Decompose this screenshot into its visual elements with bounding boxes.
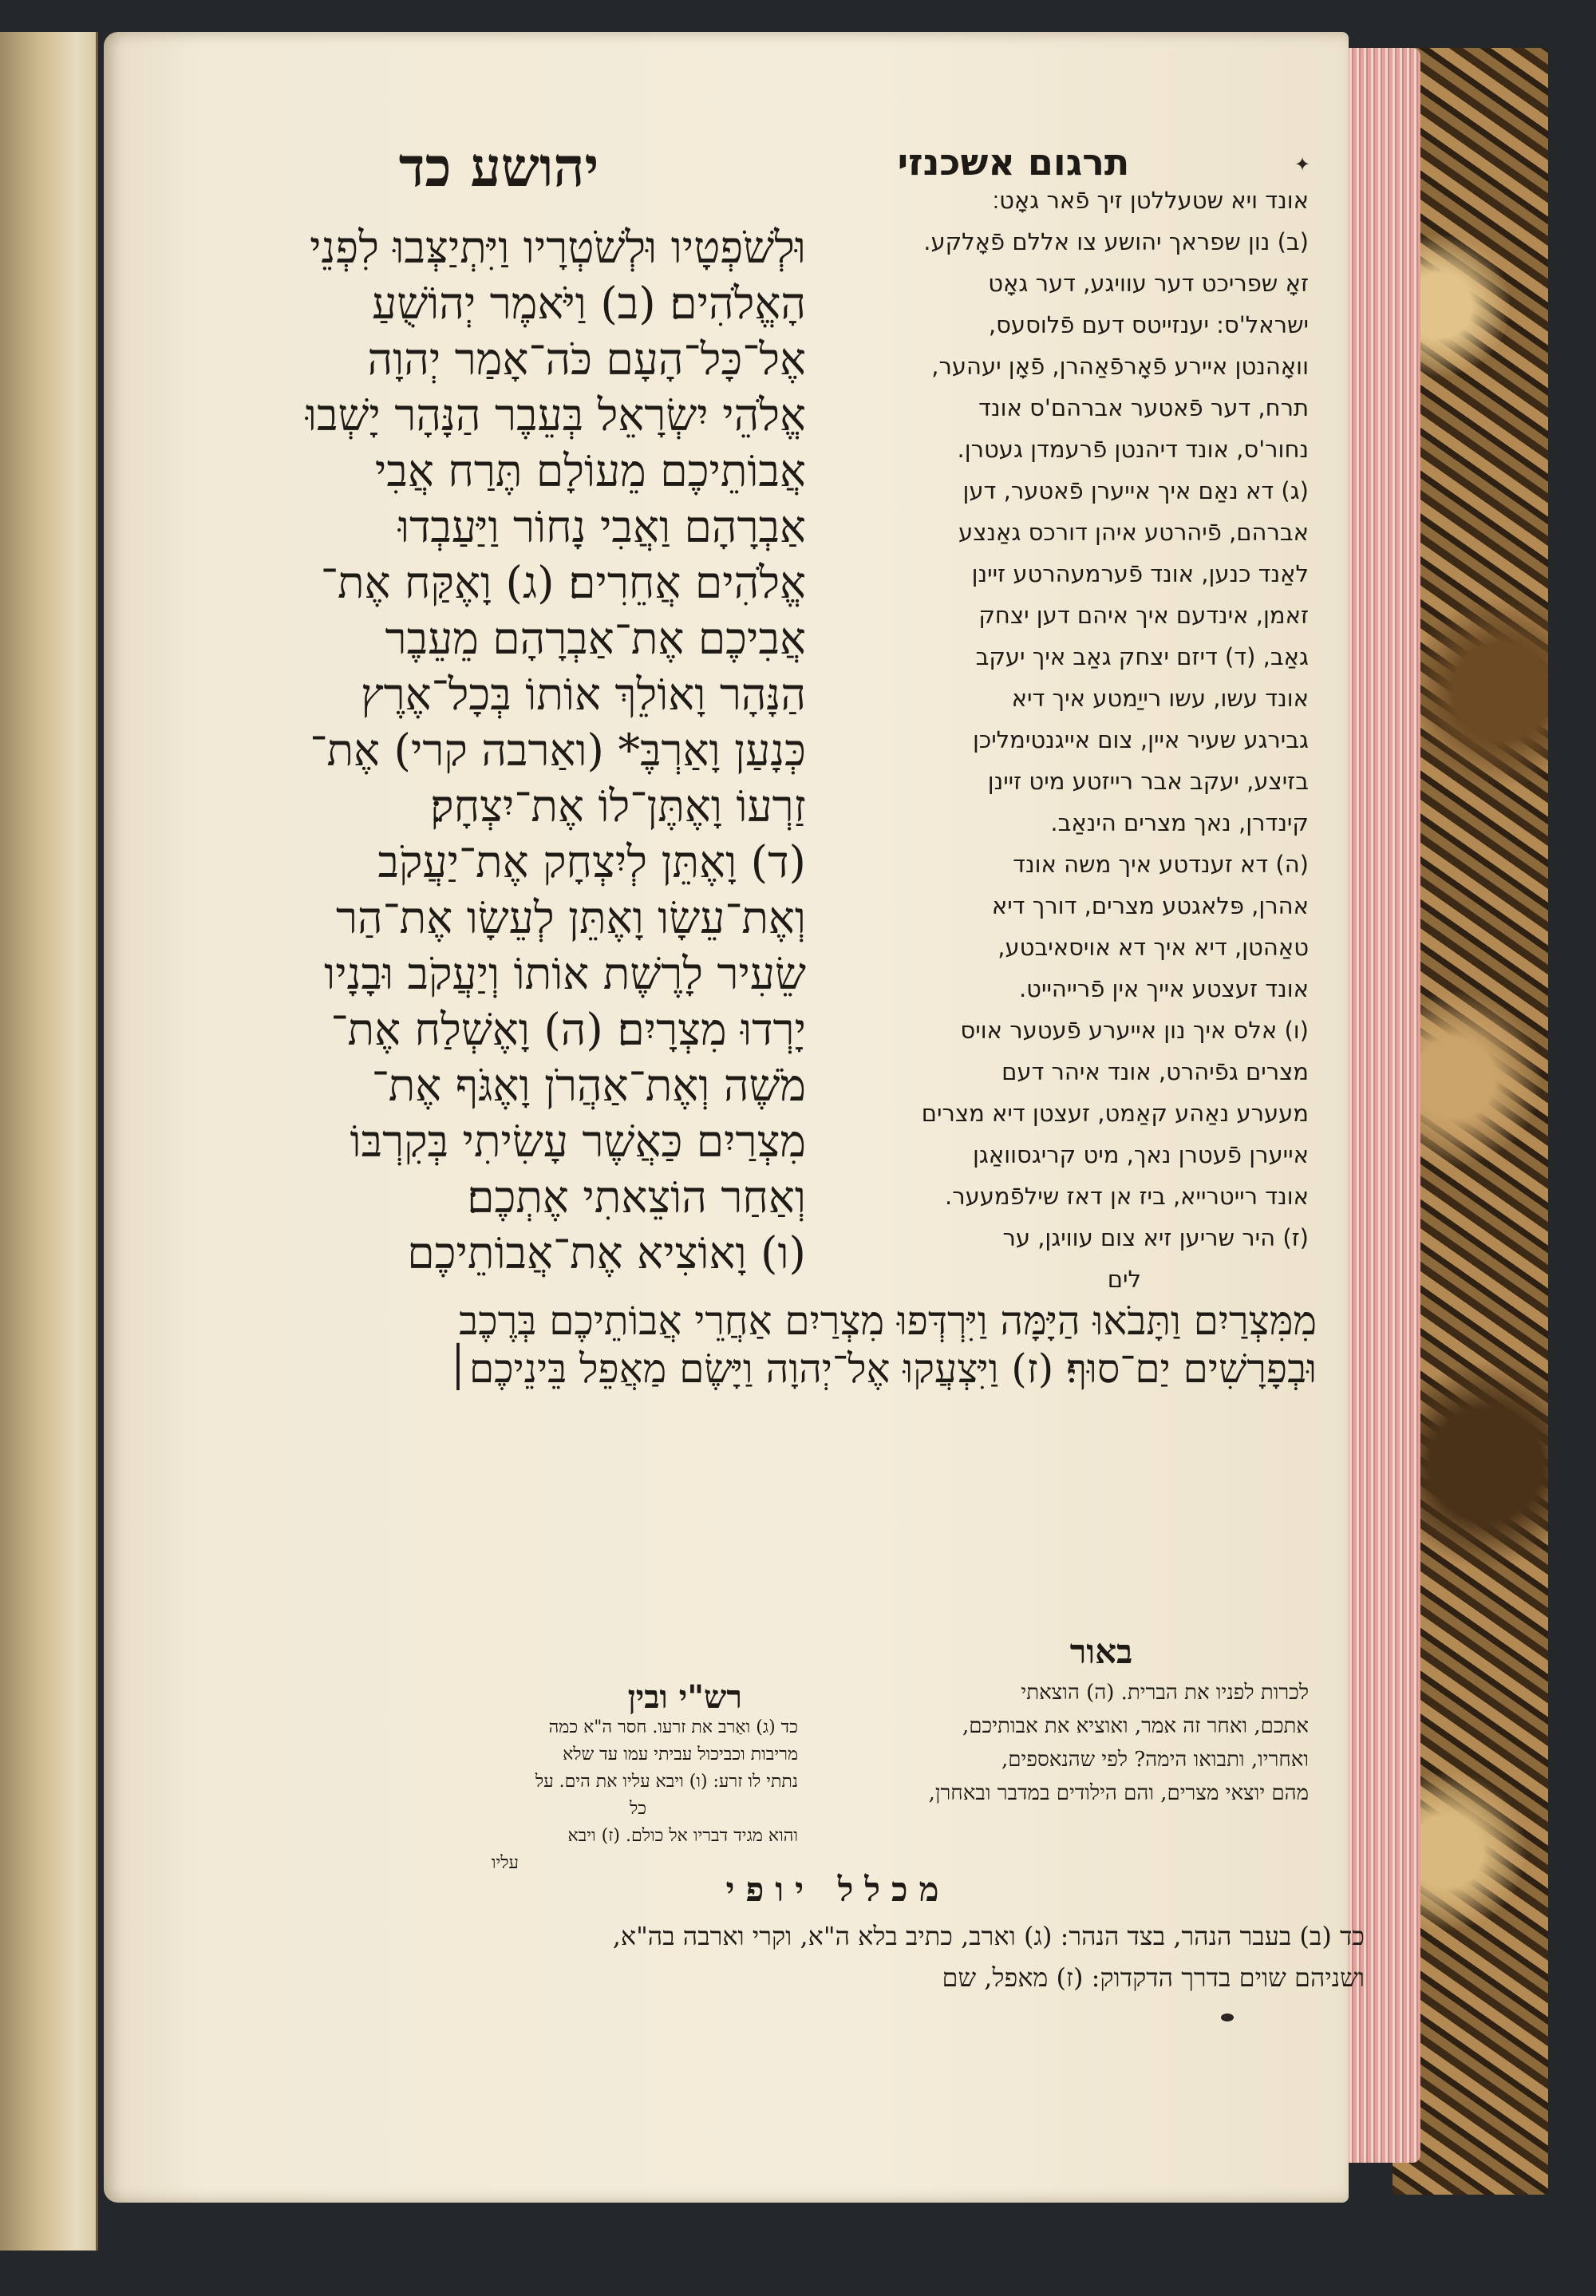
translation-line: בזיצע, יעקב אבר רייזטע מיט זיינן <box>987 768 1309 795</box>
translation-line: נחור'ס, אונד דיהנטן פֿרעמדן געטרן. <box>957 436 1309 463</box>
translation-line: (ב) נון שפראך יהושע צו אללם פֿאָלקע. <box>923 228 1309 255</box>
translation-line: אונד עשו, עשו רייַמטע איך דיא <box>1011 685 1309 712</box>
translation-line: תרח, דער פֿאטער אברהם'ס אונד <box>978 394 1309 421</box>
page-mark: ✦ <box>1294 153 1311 176</box>
biur-heading: באור <box>1069 1632 1133 1671</box>
bible-line: (ד) וָאֶתֵּן לְיִצְחָק אֶת־יַעֲקֹב <box>377 836 806 887</box>
bible-line: אֱלֹהִים אֲחֵרִים׃ (ג) וָאֶקַּח אֶת־ <box>320 557 806 608</box>
biur-line: ואחריו, ותבואו הימה? לפי שהנאספים, <box>1001 1748 1309 1772</box>
bible-line: מִצְרַיִם כַּאֲשֶׁר עָשִׂיתִי בְּקִרְבּוֹ <box>350 1116 806 1167</box>
bible-line: אֶל־כָּל־הָעָם כֹּה־אָמַר יְהוָה <box>367 334 806 385</box>
bible-line: אַבְרָהָם וַאֲבִי נָחוֹר וַיַּעַבְדוּ <box>397 501 806 552</box>
biur-line: לכרות לפניו את הברית. (ה) הוצאתי <box>1021 1681 1309 1705</box>
bible-line: זַרְעוֹ וָאֶתֶּן־לוֹ אֶת־יִצְחָק׃ <box>430 780 806 832</box>
translation-line: קינדרן, נאך מצרים הינאַב. <box>1050 809 1309 836</box>
translation-line: (ז) היר שריען זיא צום עוויגן, ער <box>1002 1224 1309 1251</box>
translation-line: (ג) דא נאַם איך אייערן פֿאטער, דען <box>962 477 1309 504</box>
rashi-aside-tail: עליו <box>491 1853 519 1873</box>
rashi-line: כל <box>629 1799 646 1819</box>
translation-line: גבירגע שעיר איין, צום אייגנטימליכן <box>972 726 1309 753</box>
translation-line: זאָ שפריכט דער עוויגע, דער גאָט <box>988 270 1309 297</box>
bible-line: כְּנָעַן וָאַרְבֶּ* (ואַרבה קרי) אֶת־ <box>310 725 806 776</box>
bible-line: מֹשֶׁה וְאֶת־אַהֲרֹן וָאֶגֹּף אֶת־ <box>371 1060 806 1111</box>
running-head-book: יהושע כד <box>398 136 599 200</box>
biur-line: מהם יוצאי מצרים, והם הילודים במדבר ובאחרן, <box>928 1781 1309 1805</box>
translation-line: (ה) דא זענדטע איך משה אונד <box>1013 851 1309 878</box>
translation-line: אברהם, פֿיהרטע איהן דורכס גאַנצע <box>958 519 1309 546</box>
translation-line: אונד ויא שטעללטן זיך פֿאר גאָט׃ <box>992 187 1309 214</box>
bible-line: (ו) וָאוֹצִיא אֶת־אֲבוֹתֵיכֶם <box>407 1227 806 1278</box>
biur-line: אתכם, ואחר זה אמר, ואוציא את אבותיכם, <box>962 1714 1309 1738</box>
translation-line: (ו) אלס איך נון אייערע פֿעטער אויס <box>960 1017 1309 1044</box>
translation-line: אונד זעצטע אייך אין פֿרייהייט. <box>1018 975 1309 1002</box>
translation-line: אהרן, פּלאגטע מצרים, דורך דיא <box>991 892 1309 919</box>
book-page <box>104 32 1365 2203</box>
bible-line: אֱלֹהֵי יִשְׂרָאֵל בְּעֵבֶר הַנָּהָר יָשְׁבוּ <box>305 389 806 441</box>
translation-line-tail: לים <box>1107 1266 1141 1293</box>
running-head-translation: תרגום אשכנזי <box>897 140 1130 184</box>
rashi-line: נתתי לו זרע: (ו) ויבא עליו את הים. על <box>535 1772 798 1792</box>
bible-line: וְאֶת־עֵשָׂו וָאֶתֵּן לְעֵשָׂו אֶת־הַר <box>335 892 806 943</box>
bible-wide-line: מִמִּצְרַיִם וַתָּבֹאוּ הַיָּמָּה וַיִּרְדְּפוּ מִצְרַיִם אַחֲרֵי אֲבוֹתֵיכֶם בְּרֶכֶב <box>459 1298 1317 1344</box>
bible-wide-line: וּבְפָרָשִׁים יַם־סוּף׃ (ז) וַיִּצְעֲקוּ אֶל־יְהוָה וַיָּשֶׂם מַאֲפֵל בֵּינֵיכֶם׀ <box>446 1346 1317 1392</box>
translation-line: אונד רייטרייא, ביז אן דאז שילפֿמעער. <box>945 1183 1309 1210</box>
rashi-line: מריבות וכביכול עביתי עמו עד שלא <box>563 1745 798 1764</box>
mikhlal-line: כד (ב) בעבר הנהר, בצד הנהר: (ג) וארב, כתיב בלא ה"א, וקרי וארבה בה"א, <box>612 1921 1365 1951</box>
bible-line: שֵׂעִיר לָרֶשֶׁת אוֹתוֹ וְיַעֲקֹב וּבָנָיו <box>324 948 806 999</box>
translation-line: ישראל'ס: יענזייטס דעם פֿלוסעס, <box>988 311 1309 338</box>
rashi-aside: והוא מגיד דבריו אל כולם. (ז) ויבא <box>567 1826 798 1846</box>
bible-line: אֲבִיכֶם אֶת־אַבְרָהָם מֵעֵבֶר <box>385 613 806 664</box>
translation-line: לאַנד כנען, אונד פֿערמעהרטע זיינן <box>971 560 1309 587</box>
bible-line: וְאַחַר הוֹצֵאתִי אֶתְכֶם׃ <box>467 1172 806 1223</box>
translation-line: אייערן פֿעטרן נאך, מיט קריגסוואַגן <box>972 1141 1309 1168</box>
bible-line: אֲבוֹתֵיכֶם מֵעוֹלָם תֶּרַח אֲבִי <box>374 445 806 496</box>
bible-line: הָאֱלֹהִים׃ (ב) וַיֹּאמֶר יְהוֹשֻׁעַ <box>372 278 806 329</box>
translation-line: זאמן, אינדעם איך איהם דען יצחק <box>978 602 1309 629</box>
bible-line: יָרְדוּ מִצְרָיִם׃ (ה) וָאֶשְׁלַח אֶת־ <box>330 1004 806 1055</box>
rashi-line: כד (ג) ואַרב את זרעו. חסר ה"א כמה <box>548 1717 798 1737</box>
mikhlal-yofi-heading: מכלל יופי <box>725 1870 950 1909</box>
translation-line: מעערע נאַהע קאַמט, זעצטן דיא מצרים <box>921 1100 1309 1127</box>
translation-line: גאַב, (ד) דיזם יצחק גאַב איך יעקב <box>975 643 1309 670</box>
bible-line: הַנָּהָר וָאוֹלֵךְ אוֹתוֹ בְּכָל־אֶרֶץ <box>360 669 806 720</box>
ink-dot <box>1221 2013 1234 2021</box>
translation-line: טאַהטן, דיא איך דא אויסאיבטע, <box>998 934 1309 961</box>
translation-line: וואָהנטן איירע פֿאָרפֿאַהרן, פֿאָן יעהער, <box>931 353 1309 380</box>
mikhlal-line: ושניהם שוים בדרך הדקדוק: (ז) מאפל, שם <box>942 1962 1365 1993</box>
rashi-heading: רש"י ובין <box>627 1678 742 1716</box>
bible-line: וּלְשֹׁפְטָיו וּלְשֹׁטְרָיו וַיִּתְיַצְּבוּ לִפְנֵי <box>310 222 806 273</box>
adjacent-page-spine <box>0 32 98 2251</box>
translation-line: מצרים גפֿיהרט, אונד איהר דעם <box>1001 1058 1309 1085</box>
